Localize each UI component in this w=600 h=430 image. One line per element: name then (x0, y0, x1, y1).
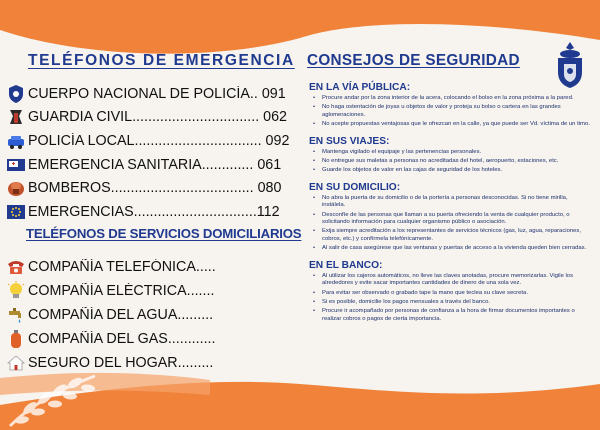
advice-tip: • Guarde los objetos de valor en las cajas de seguridad de los hoteles. (313, 167, 590, 174)
advice-tips-list (307, 149, 590, 175)
eu-flag-icon (6, 202, 26, 222)
service-item (6, 327, 296, 351)
service-item (6, 351, 296, 375)
emergency-item (6, 82, 296, 106)
advice-tip: • Al utilizar los cajeros automáticos, no lleve las claves anotadas, procure memorizarlas. Vigile los alrededores y evite sacar importantes cantidades de dinero de una sola vez. (313, 273, 590, 288)
emergency-list (6, 82, 296, 224)
safety-advice-column (307, 52, 590, 325)
emergency-item-label: EMERGENCIAS...............................112 (28, 203, 280, 220)
services-heading: TELÉFONOS DE SERVICIOS DOMICILIARIOS (26, 225, 302, 241)
ambulance-icon (6, 155, 26, 175)
advice-tips-list (307, 273, 590, 323)
advice-section-public (307, 82, 590, 129)
advice-tip: • No haga ostentación de joyas u objetos de valor y proteja su bolso o cartera en las grandes aglomeraciones. (313, 104, 590, 119)
emergency-item (6, 153, 296, 177)
advice-tip: • Procure andar por la zona interior de la acera, colocando el bolso en la zona próxima a la pared. (313, 95, 590, 102)
service-item-label: COMPAÑÍA TELEFÓNICA..... (28, 258, 216, 275)
advice-heading: CONSEJOS DE SEGURIDAD (307, 52, 520, 69)
emergency-item-label: EMERGENCIA SANITARIA............. 061 (28, 156, 282, 173)
service-item (6, 255, 296, 279)
service-item-label: SEGURO DEL HOGAR......... (28, 354, 214, 371)
advice-section-title: EN SU DOMICILIO: (309, 181, 401, 193)
police-car-icon (6, 131, 26, 151)
emergency-item (6, 106, 296, 130)
house-icon (6, 353, 26, 373)
advice-section-title: EN SUS VIAJES: (309, 135, 390, 147)
advice-tip: • Mantenga vigilado el equipaje y las pertenencias personales. (313, 149, 590, 156)
advice-section-title: EN LA VÍA PÚBLICA: (309, 82, 411, 93)
advice-tip: • No abra la puerta de su domicilio o de la portería a personas desconocidas. Si no tiene mirilla, instálela. (313, 195, 590, 210)
gas-bottle-icon (6, 329, 26, 349)
services-list (6, 255, 296, 375)
advice-tip: • Si es posible, domicilie los pagos mensuales a través del banco. (313, 299, 590, 306)
advice-tip: • No entregue sus maletas a personas no acreditadas del hotel, aeropuerto, estaciones, etc. (313, 158, 590, 165)
lightbulb-icon (6, 281, 26, 301)
advice-tip: • Desconfíe de las personas que llaman a su puerta ofreciendo la venta de cualquier producto, o solicitando información para cualquier organismo público o asociación. (313, 212, 590, 227)
advice-tip: • Procure ir acompañado por personas de confianza a la hora de firmar documentos importantes o realizar cobros o pagos de cierta importancia. (313, 308, 590, 323)
emergency-item (6, 176, 296, 200)
service-item (6, 303, 296, 327)
emergency-item-label: BOMBEROS.................................... 080 (28, 180, 282, 197)
advice-section-bank (307, 260, 590, 323)
police-shield-icon (6, 84, 26, 104)
guardia-civil-icon (6, 107, 26, 127)
phone-numbers-column (6, 52, 302, 375)
telephone-icon (6, 257, 26, 277)
service-item-label: COMPAÑÍA DEL AGUA......... (28, 306, 214, 323)
advice-section-home (307, 182, 590, 253)
advice-section-title: EN EL BANCO: (309, 259, 383, 271)
emergency-item-label: POLICÍA LOCAL................................ 092 (28, 132, 290, 149)
emergency-item-label: GUARDIA CIVIL................................ 062 (28, 109, 288, 126)
advice-section-travel (307, 136, 590, 175)
water-tap-icon (6, 305, 26, 325)
advice-tips-list (307, 195, 590, 253)
emergency-item (6, 200, 296, 224)
emergency-item-label: CUERPO NACIONAL DE POLICÍA.. 091 (28, 85, 286, 102)
advice-tip: • No acepte propuestas ventajosas que le ofrezcan en la calle, ya que puede ser Vd. víctima de un timo. (313, 121, 590, 128)
emergency-heading: TELÉFONOS DE EMERGENCIA (28, 52, 295, 69)
service-item (6, 279, 296, 303)
advice-tip: • Para evitar ser observado o grabado tape la mano que teclea su clave secreta. (313, 290, 590, 297)
firefighter-icon (6, 178, 26, 198)
advice-tip: • Exija siempre acreditación a los representantes de servicios técnicos (gas, luz, agua, reparaciones, cobros, etc.) y confírmela telefónicamente. (313, 228, 590, 243)
advice-tip: • Al salir de casa asegúrese que las ventanas y puertas de acceso a la vivienda queden bien cerradas. (313, 245, 590, 252)
service-item-label: COMPAÑÍA DEL GAS............ (28, 330, 216, 347)
service-item-label: COMPAÑÍA ELÉCTRICA....... (28, 282, 215, 299)
emergency-item (6, 129, 296, 153)
advice-tips-list (307, 95, 590, 129)
